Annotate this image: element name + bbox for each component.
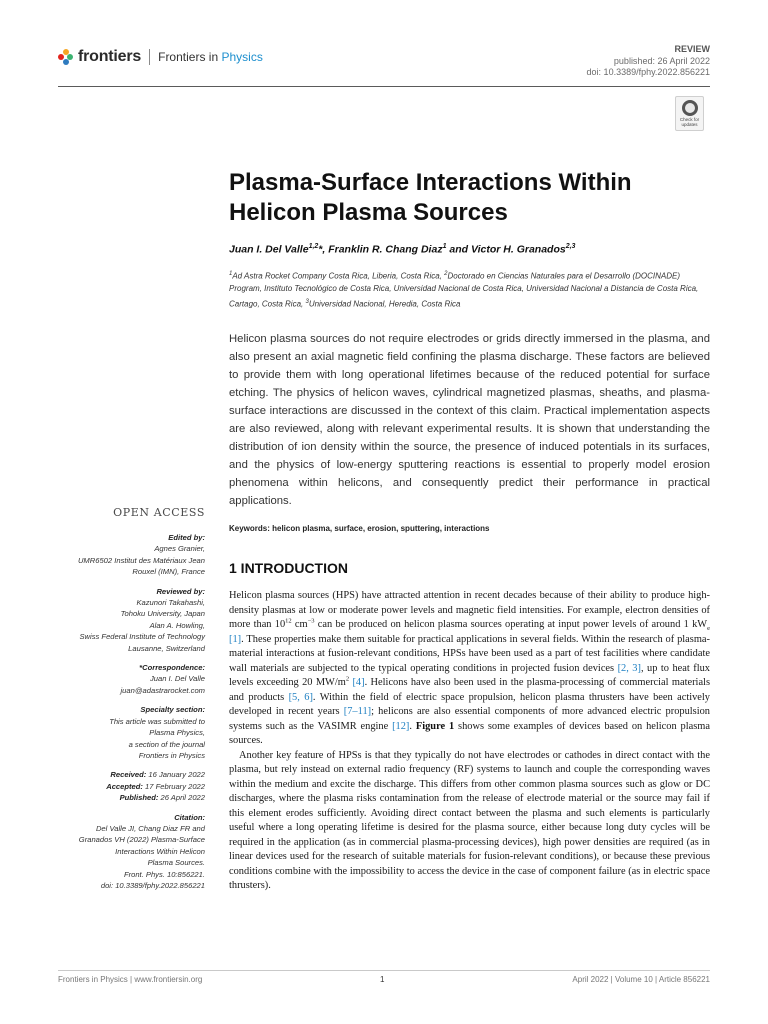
sidebar-line: Plasma Physics, xyxy=(149,728,205,738)
correspondence-block xyxy=(40,662,205,696)
author-affiliation-ref: 2,3 xyxy=(565,243,576,250)
paragraph-introduction-2: Another key feature of HPSs is that they typically do not have electrodes or cathodes in direct contact with the plasma, but rely instead on external radio frequency (RF) systems to launch and couple the corresponding waves within the medium and excite the discharge. This differs from other common plasma sources such as glow or DC discharges, where the plasma risks contamination from the release of electrode material or the source may fail if this element erodes sufficiently. Avoiding direct contact between the plasma and such elements is particularly useful where a long operating lifetime is desired for the plasma source, either because long duty cycles will be required in the application (as in commercial plasma-processing devices), high power densities are required (as in linear devices used for the research of suitable materials for fusion-relevant conditions), or because these previous conditions combine with the impossibility to access the device in the case of component failure (as in electric space thrusters). xyxy=(229,749,710,891)
sidebar-label: Citation: xyxy=(174,812,205,822)
sidebar-line: Alan A. Howling, xyxy=(149,620,205,630)
frontiers-logo[interactable] xyxy=(58,46,263,68)
author-name[interactable]: Victor H. Granados xyxy=(471,243,566,256)
affiliation-number: 2 xyxy=(444,271,448,277)
citation-link[interactable]: [5, 6] xyxy=(288,691,313,703)
frontiers-logo-icon xyxy=(58,49,74,65)
citation-line: Del Valle JI, Chang Diaz FR and xyxy=(95,823,205,833)
correspondence-email-link[interactable]: juan@adastrarocket.com xyxy=(120,685,205,695)
article-title: Plasma-Surface Interactions Within Helicon Plasma Sources xyxy=(229,169,632,226)
superscript: −3 xyxy=(307,617,315,625)
footer-journal-link[interactable]: Frontiers in Physics | www.frontiersin.org xyxy=(58,975,203,984)
sidebar-line: UMR6502 Institut des Matériaux Jean xyxy=(77,555,205,565)
citation-line: Front. Phys. 10:856221. xyxy=(123,869,205,879)
published-date-sidebar xyxy=(40,792,205,803)
edited-by-block xyxy=(40,532,205,578)
text-run: ; helicons are also essential components of more advanced electric propulsion systems such as the VASIMR engine xyxy=(229,706,711,732)
logo-divider xyxy=(149,49,150,65)
check-updates-label: Check for updates xyxy=(679,117,700,127)
sidebar-line: Rouxel (IMN), France xyxy=(132,567,205,577)
sidebar-line: Lausanne, Switzerland xyxy=(128,643,205,653)
sidebar-label: *Correspondence: xyxy=(139,663,205,673)
superscript: 12 xyxy=(285,617,292,625)
sidebar-label: Accepted: xyxy=(106,781,143,791)
article-meta xyxy=(587,44,710,79)
journal-accent: Physics xyxy=(221,50,263,64)
body-text xyxy=(229,589,710,894)
superscript: 2 xyxy=(345,675,350,683)
figure-reference-link[interactable]: Figure 1 xyxy=(415,720,455,732)
text-run: . These properties make them suitable for practical applications in several fields. Within the research of plasma-material interactions at fusion-relevant conditions, HPSs have been used as a part of test facilities where candidate wall materials are subjected to the typical operating conditions in projected fusion devices xyxy=(229,633,710,674)
text-run: . Helicons have also been used in the plasma-processing of commercial materials and products xyxy=(229,677,710,703)
header-divider xyxy=(58,86,710,87)
text-run: Helicon plasma sources (HPS) have attracted attention in recent decades because of their ability to produce high-density plasmas at low or moderate power levels and magnetic field intensities. For example, electron densities of more than 10 xyxy=(229,590,710,630)
check-updates-icon xyxy=(682,100,698,116)
author-separator: and xyxy=(446,243,471,256)
citation-line: Interactions Within Helicon xyxy=(115,846,205,856)
citation-link[interactable]: [12] xyxy=(392,720,410,732)
page-number: 1 xyxy=(380,975,385,984)
author-name[interactable]: Franklin R. Chang Diaz xyxy=(328,243,443,256)
reviewed-by-block xyxy=(40,586,205,654)
sidebar-label: Received: xyxy=(110,770,147,780)
received-date xyxy=(40,769,205,780)
affiliation-text: Ad Astra Rocket Company Costa Rica, Liberia, Costa Rica, xyxy=(232,271,445,281)
sidebar-line: Juan I. Del Valle xyxy=(149,674,205,684)
abstract: Helicon plasma sources do not require electrodes or grids directly immersed in the plasma, and also present an axial magnetic field confining the plasma discharge. These factors are believed to provide them with long operational lifetimes because of the reduced potential for surface etching. The physics of helicon waves, cylindrical magnetized plasmas, sheaths, and plasma-surface interactions are discussed in the context of this claim. Practical implementation aspects are also reviewed, along with relevant experimental results. It is shown that understanding the distribution of ion density within the source, the presence of induced potentials in its surfaces, and the physics of low-energy sputtering reactions is essential to properly model erosion phenomena within helicons, and consequently predict their performance in practical applications. xyxy=(229,333,710,507)
article-sidebar xyxy=(40,532,205,899)
author-affiliation-ref: 1,2 xyxy=(308,243,319,250)
author-affiliation-ref: 1 xyxy=(442,243,447,250)
article-type: REVIEW xyxy=(674,44,710,54)
author-list xyxy=(229,243,709,256)
keywords: Keywords: helicon plasma, surface, erosion, sputtering, interactions xyxy=(229,524,490,533)
open-access-label: OPEN ACCESS xyxy=(113,506,205,519)
citation-block xyxy=(40,812,205,892)
text-run: . xyxy=(409,720,416,732)
article-doi[interactable]: doi: 10.3389/fphy.2022.856221 xyxy=(586,67,710,77)
sidebar-line: Swiss Federal Institute of Technology xyxy=(79,632,205,642)
citation-link[interactable]: [1] xyxy=(229,633,242,645)
sidebar-line: Agnes Granier, xyxy=(154,544,205,554)
date-value: 17 February 2022 xyxy=(142,781,205,791)
author-separator: *, xyxy=(318,243,329,256)
citation-line: Granados VH (2022) Plasma-Surface xyxy=(78,835,205,845)
footer-divider xyxy=(58,970,710,971)
author-name[interactable]: Juan I. Del Valle xyxy=(229,243,309,256)
sidebar-label: Edited by: xyxy=(168,533,205,542)
sidebar-line: Frontiers in Physics xyxy=(138,750,205,760)
affiliation-number: 1 xyxy=(229,271,233,277)
citation-doi-link[interactable]: doi: 10.3389/fphy.2022.856221 xyxy=(100,880,205,890)
specialty-section-block xyxy=(40,704,205,761)
date-value: 16 January 2022 xyxy=(146,770,205,780)
check-for-updates-badge[interactable] xyxy=(675,96,704,131)
sidebar-line: Kazunori Takahashi, xyxy=(136,598,205,608)
section-heading: 1 INTRODUCTION xyxy=(229,560,348,576)
citation-line: Plasma Sources. xyxy=(147,858,205,868)
citation-link[interactable]: [7–11] xyxy=(343,706,372,717)
subscript: e xyxy=(707,625,710,633)
affiliation-text: Universidad Nacional, Heredia, Costa Rica xyxy=(308,299,461,309)
journal-prefix: Frontiers in xyxy=(158,50,219,64)
date-value: 26 April 2022 xyxy=(158,793,205,803)
sidebar-line: a section of the journal xyxy=(128,739,205,749)
sidebar-label: Specialty section: xyxy=(140,705,205,715)
journal-name xyxy=(158,50,263,64)
text-run: can be produced on helicon plasma sources operating at input power levels of around 1 kW xyxy=(314,619,708,630)
published-date: published: 26 April 2022 xyxy=(613,55,710,66)
text-run: . Within the field of electric space propulsion, helicon plasma thrusters have been actively developed in recent years xyxy=(229,691,710,717)
brand-name: frontiers xyxy=(78,48,142,65)
sidebar-line: Tohoku University, Japan xyxy=(120,609,205,619)
sidebar-line: This article was submitted to xyxy=(109,716,205,726)
affiliation-number: 3 xyxy=(305,298,309,305)
affiliation-text: Doctorado en Ciencias Naturales para el Desarrollo (DOCINADE) Program, Instituto Tecnológico de Costa Rica, Universidad Nacional de Costa Rica, Universidad Nacional a Distancia de Costa Rica, Cartago, Costa Rica, xyxy=(229,271,699,309)
text-run: , up to heat flux levels exceeding 20 MW/m xyxy=(229,662,710,688)
accepted-date xyxy=(40,781,205,792)
citation-link[interactable]: [2, 3] xyxy=(617,662,641,674)
affiliations xyxy=(229,268,713,311)
text-run: shows some examples of devices based on helicon plasma sources. xyxy=(229,720,710,746)
text-run: cm xyxy=(291,619,308,630)
sidebar-label: Reviewed by: xyxy=(156,586,205,596)
footer-issue-info: April 2022 | Volume 10 | Article 856221 xyxy=(572,975,710,984)
citation-link[interactable]: [4] xyxy=(352,677,365,688)
paragraph-introduction-1 xyxy=(229,589,710,749)
dates-block xyxy=(40,769,205,803)
sidebar-label: Published: xyxy=(119,793,159,803)
